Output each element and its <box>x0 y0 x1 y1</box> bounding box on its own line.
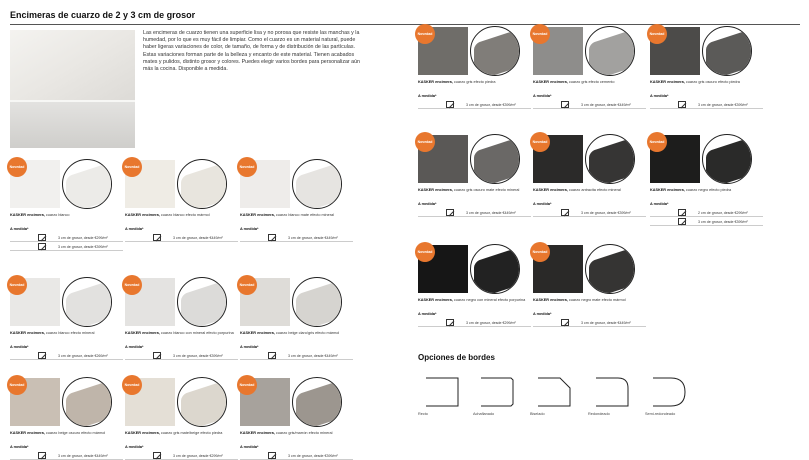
product-card <box>418 27 531 122</box>
measure-pencil-icon <box>268 452 276 459</box>
product-card <box>650 27 763 122</box>
edge-option-achaflanado <box>473 376 521 426</box>
product-material: cuarzo blanco <box>45 213 70 217</box>
product-brand: KASKER encimera, <box>418 298 453 302</box>
product-material: cuarzo negro con mineral efecto porpurina <box>453 298 526 302</box>
new-badge: Novedad <box>237 157 257 177</box>
product-description <box>240 213 353 218</box>
measure-pencil-icon <box>153 352 161 359</box>
product-material: cuarzo negro mate efecto mármol <box>568 298 626 302</box>
product-description <box>533 80 646 85</box>
price-text: 3 cm de grosor, desde €399/m² <box>466 103 516 107</box>
edge-option-semi-redondeado <box>645 376 693 426</box>
made-to-measure-label: A medida* <box>125 445 144 449</box>
product-material: cuarzo gris mate/beige efecto piedra <box>160 431 223 435</box>
new-badge: Novedad <box>7 375 27 395</box>
product-card <box>240 378 353 460</box>
product-material: cuarzo gris efecto cemento <box>568 80 615 84</box>
measure-pencil-icon <box>446 319 454 326</box>
product-brand: KASKER encimera, <box>240 431 275 435</box>
edge-detail-image <box>470 134 520 184</box>
measure-pencil-icon <box>678 101 686 108</box>
product-brand: KASKER encimera, <box>418 188 453 192</box>
measure-pencil-icon <box>38 452 46 459</box>
measure-pencil-icon <box>153 452 161 459</box>
price-text: 2 cm de grosor, desde €299/m² <box>698 211 748 215</box>
edge-detail-image <box>177 277 227 327</box>
product-card <box>10 278 123 373</box>
measure-pencil-icon <box>38 243 46 250</box>
measure-pencil-icon <box>153 234 161 241</box>
product-material: cuarzo blanco mate efecto mineral <box>275 213 334 217</box>
product-brand: KASKER encimera, <box>650 80 685 84</box>
product-card <box>418 135 531 230</box>
price-text: 3 cm de grosor, desde €399/m² <box>698 103 748 107</box>
price-row <box>125 352 238 360</box>
measure-pencil-icon <box>38 234 46 241</box>
edges-section-title: Opciones de bordes <box>418 353 495 362</box>
price-row <box>125 234 238 242</box>
edge-option-biselado <box>530 376 578 426</box>
edge-detail-image <box>177 377 227 427</box>
product-brand: KASKER encimera, <box>125 331 160 335</box>
measure-pencil-icon <box>561 209 569 216</box>
edge-label: Redondeado <box>588 412 610 416</box>
price-row <box>650 209 763 217</box>
product-material: cuarzo gris oscuro efecto piedra <box>685 80 740 84</box>
new-badge: Novedad <box>647 24 667 44</box>
new-badge: Novedad <box>415 132 435 152</box>
product-brand: KASKER encimera, <box>10 331 45 335</box>
product-card <box>10 378 123 460</box>
product-brand: KASKER encimera, <box>650 188 685 192</box>
new-badge: Novedad <box>415 24 435 44</box>
made-to-measure-label: A medida* <box>650 202 669 206</box>
made-to-measure-label: A medida* <box>240 445 259 449</box>
measure-pencil-icon <box>561 319 569 326</box>
product-card <box>240 160 353 255</box>
product-material: cuarzo gris efecto piedra <box>453 80 496 84</box>
edge-detail-image <box>62 277 112 327</box>
edge-profile-chamfer-icon <box>479 376 519 408</box>
price-text: 3 cm de grosor, desde €299/m² <box>58 236 108 240</box>
product-description <box>650 80 763 85</box>
product-brand: KASKER encimera, <box>125 431 160 435</box>
edge-detail-image <box>702 26 752 76</box>
edge-detail-image <box>470 244 520 294</box>
new-badge: Novedad <box>237 375 257 395</box>
price-text: 3 cm de grosor, desde €449/m² <box>581 321 631 325</box>
price-row <box>418 319 531 327</box>
product-description <box>418 298 531 303</box>
measure-pencil-icon <box>38 352 46 359</box>
price-text: 3 cm de grosor, desde €449/m² <box>288 236 338 240</box>
measure-pencil-icon <box>561 101 569 108</box>
product-description <box>418 80 531 85</box>
made-to-measure-label: A medida* <box>418 94 437 98</box>
price-text: 3 cm de grosor, desde €399/m² <box>173 354 223 358</box>
edge-detail-image <box>585 244 635 294</box>
edge-detail-image <box>292 159 342 209</box>
product-brand: KASKER encimera, <box>533 298 568 302</box>
measure-pencil-icon <box>678 218 686 225</box>
product-brand: KASKER encimera, <box>240 213 275 217</box>
product-description <box>10 431 123 436</box>
measure-pencil-icon <box>446 209 454 216</box>
edge-detail-image <box>702 134 752 184</box>
new-badge: Novedad <box>237 275 257 295</box>
edge-detail-image <box>292 277 342 327</box>
product-card <box>418 245 531 340</box>
product-card <box>125 160 238 255</box>
price-row <box>418 209 531 217</box>
edge-detail-image <box>470 26 520 76</box>
product-description <box>533 298 646 303</box>
product-material: cuarzo blanco efecto mármol <box>160 213 210 217</box>
made-to-measure-label: A medida* <box>240 345 259 349</box>
edge-detail-image <box>585 134 635 184</box>
price-text: 3 cm de grosor, desde €449/m² <box>173 236 223 240</box>
product-card <box>125 278 238 373</box>
edge-detail-image <box>62 377 112 427</box>
price-row <box>418 101 531 109</box>
price-text: 3 cm de grosor, desde €399/m² <box>581 211 631 215</box>
product-material: cuarzo negro efecto piedra <box>685 188 732 192</box>
price-row <box>650 101 763 109</box>
product-card <box>125 378 238 460</box>
product-material: cuarzo beige oscuro efecto mármol <box>45 431 106 435</box>
product-description <box>125 213 238 218</box>
edge-profile-bevel-icon <box>536 376 576 408</box>
product-brand: KASKER encimera, <box>533 80 568 84</box>
price-row <box>240 352 353 360</box>
new-badge: Novedad <box>530 242 550 262</box>
new-badge: Novedad <box>122 275 142 295</box>
price-row <box>240 234 353 242</box>
made-to-measure-label: A medida* <box>10 345 29 349</box>
product-brand: KASKER encimera, <box>240 331 275 335</box>
product-description <box>533 188 646 193</box>
new-badge: Novedad <box>415 242 435 262</box>
price-text: 3 cm de grosor, desde €399/m² <box>698 220 748 224</box>
price-text: 3 cm de grosor, desde €399/m² <box>58 245 108 249</box>
price-row <box>533 209 646 217</box>
product-material: cuarzo beige claro/gris efecto mármol <box>275 331 340 335</box>
made-to-measure-label: A medida* <box>650 94 669 98</box>
page-title: Encimeras de cuarzo de 2 y 3 cm de grosor <box>10 10 196 20</box>
edge-detail-image <box>585 26 635 76</box>
product-description <box>650 188 763 193</box>
product-description <box>10 213 123 218</box>
edge-option-recto <box>418 376 466 426</box>
made-to-measure-label: A medida* <box>418 202 437 206</box>
price-text: 3 cm de grosor, desde €399/m² <box>288 454 338 458</box>
product-card <box>650 135 763 230</box>
product-brand: KASKER encimera, <box>10 213 45 217</box>
measure-pencil-icon <box>678 209 686 216</box>
new-badge: Novedad <box>7 157 27 177</box>
kitchen-hero-image <box>10 30 135 148</box>
new-badge: Novedad <box>530 24 550 44</box>
product-material: cuarzo blanco con mineral efecto porpurina <box>160 331 234 335</box>
product-material: cuarzo antracita efecto mineral <box>568 188 621 192</box>
product-brand: KASKER encimera, <box>10 431 45 435</box>
new-badge: Novedad <box>122 157 142 177</box>
made-to-measure-label: A medida* <box>240 227 259 231</box>
product-description <box>418 188 531 193</box>
product-material: cuarzo gris/marrón efecto mineral <box>275 431 333 435</box>
price-row <box>125 452 238 460</box>
price-row <box>240 452 353 460</box>
price-row <box>10 352 123 360</box>
product-material: cuarzo blanco efecto mineral <box>45 331 95 335</box>
price-row <box>10 243 123 251</box>
intro-paragraph: Las encimeras de cuarzo tienen una superficie lisa y no porosa que resiste las manchas y la humedad, por lo que es muy fácil de limpiar. Como el cuarzo es un material natural, puede haber ligeras variaciones de color, de tamaño, de forma y de distribución de las partículas. Estas variaciones forman parte de la belleza y encanto de este material. Tienen acabados mates y pulidos, distinto grosor y colores. Puedes elegir varios bordes para personalizar aún más la cocina. Disponible a medida. <box>143 30 360 73</box>
product-card <box>533 27 646 122</box>
price-text: 3 cm de grosor, desde €449/m² <box>581 103 631 107</box>
price-row <box>650 218 763 226</box>
edge-label: Achaflanado <box>473 412 495 416</box>
edge-detail-image <box>177 159 227 209</box>
cabinet-front <box>10 100 135 148</box>
made-to-measure-label: A medida* <box>533 202 552 206</box>
edge-label: Semi-redondeado <box>645 412 676 416</box>
made-to-measure-label: A medida* <box>533 312 552 316</box>
new-badge: Novedad <box>122 375 142 395</box>
product-card <box>533 135 646 230</box>
made-to-measure-label: A medida* <box>10 227 29 231</box>
edge-profile-half-round-icon <box>651 376 691 408</box>
product-card <box>10 160 123 255</box>
product-card <box>533 245 646 340</box>
new-badge: Novedad <box>7 275 27 295</box>
product-brand: KASKER encimera, <box>533 188 568 192</box>
price-row <box>10 234 123 242</box>
made-to-measure-label: A medida* <box>125 227 144 231</box>
edge-profile-straight-icon <box>424 376 464 408</box>
price-row <box>10 452 123 460</box>
title-divider-right <box>400 24 800 25</box>
price-text: 3 cm de grosor, desde €449/m² <box>58 454 108 458</box>
product-description <box>125 431 238 436</box>
price-text: 3 cm de grosor, desde €299/m² <box>173 454 223 458</box>
measure-pencil-icon <box>268 234 276 241</box>
edge-label: Recto <box>418 412 428 416</box>
price-text: 3 cm de grosor, desde €449/m² <box>466 211 516 215</box>
product-description <box>240 431 353 436</box>
edge-label: Biselado <box>530 412 545 416</box>
product-material: cuarzo gris oscuro mate efecto mineral <box>453 188 520 192</box>
new-badge: Novedad <box>647 132 667 152</box>
made-to-measure-label: A medida* <box>418 312 437 316</box>
product-brand: KASKER encimera, <box>125 213 160 217</box>
price-row <box>533 101 646 109</box>
edge-profile-rounded-icon <box>594 376 634 408</box>
made-to-measure-label: A medida* <box>10 445 29 449</box>
price-text: 3 cm de grosor, desde €269/m² <box>58 354 108 358</box>
product-description <box>125 331 238 336</box>
edge-detail-image <box>292 377 342 427</box>
price-row <box>533 319 646 327</box>
measure-pencil-icon <box>268 352 276 359</box>
title-divider <box>10 24 400 25</box>
measure-pencil-icon <box>446 101 454 108</box>
made-to-measure-label: A medida* <box>125 345 144 349</box>
product-card <box>240 278 353 373</box>
edge-option-redondeado <box>588 376 636 426</box>
product-brand: KASKER encimera, <box>418 80 453 84</box>
product-description <box>10 331 123 336</box>
price-text: 3 cm de grosor, desde €449/m² <box>288 354 338 358</box>
price-text: 3 cm de grosor, desde €299/m² <box>466 321 516 325</box>
made-to-measure-label: A medida* <box>533 94 552 98</box>
new-badge: Novedad <box>530 132 550 152</box>
edge-detail-image <box>62 159 112 209</box>
product-description <box>240 331 353 336</box>
